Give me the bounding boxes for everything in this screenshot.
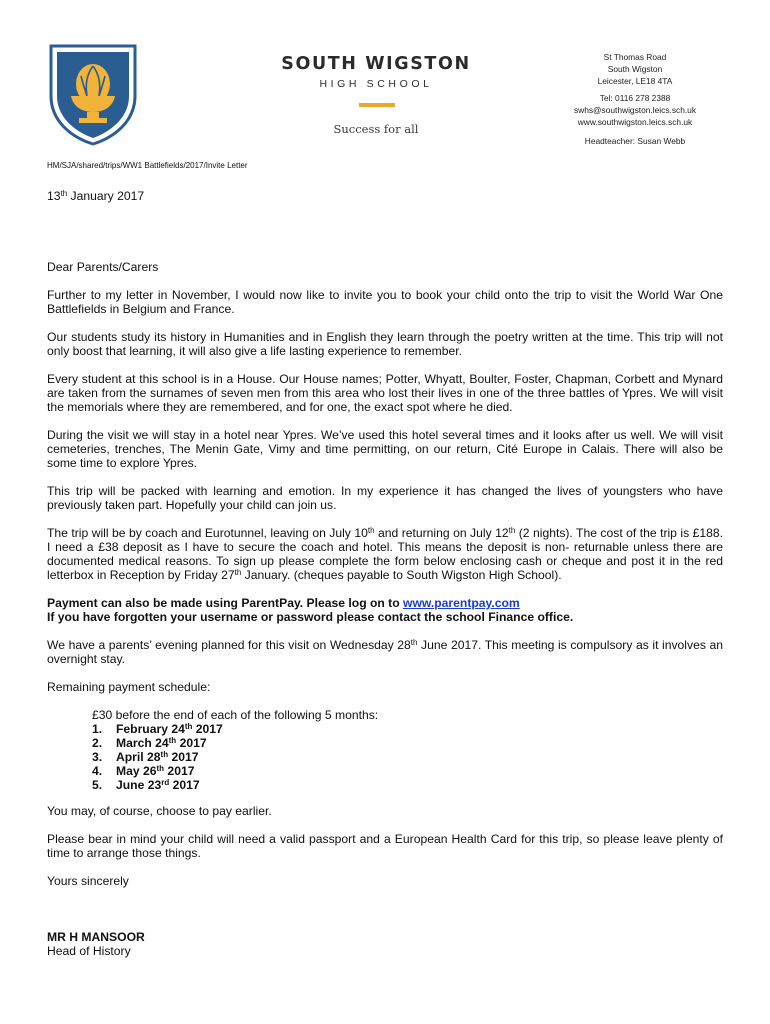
school-name: SOUTH WIGSTON: [281, 54, 471, 74]
address-line-2: South Wigston: [607, 63, 663, 74]
payment-line: Payment can also be made using ParentPay. Please log on to www.parentpay.com: [47, 596, 520, 610]
payment-info: [47, 596, 723, 624]
paragraph-passport: Please bear in mind your child will need a valid passport and a European Health Card for this trip, so please leave plenty of time to arrange those things.: [47, 832, 723, 860]
paragraph-visit: During the visit we will stay in a hotel near Ypres. We’ve used this hotel several times and it looks after us well. We will visit cemeteries, trenches, The Menin Gate, Vimy and time permitting, on our return, Cité Europe in Calais. There will also be some time to explore Ypres.: [47, 428, 723, 470]
paragraph-emotion: This trip will be packed with learning and emotion. In my experience it has changed the lives of youngsters who have previously taken part. Hopefully your child can join us.: [47, 484, 723, 512]
letter-date: 13th January 2017: [47, 189, 145, 203]
gold-divider: [359, 103, 395, 107]
address-line-1: St Thomas Road: [603, 52, 667, 62]
school-subtitle: HIGH SCHOOL: [319, 78, 433, 90]
salutation: Dear Parents/Carers: [47, 260, 159, 274]
payment-schedule: [92, 708, 378, 792]
schedule-item: 5. June 23rd 2017: [92, 778, 200, 792]
paragraph-study: Our students study its history in Humanities and in English they learn through the poetry written at the time. This trip will not only boost that learning, it will also give a life lasting experience to remember.: [47, 330, 723, 358]
schedule-item: 3. April 28th 2017: [92, 750, 199, 764]
signatory-title: Head of History: [47, 944, 131, 958]
paragraph-invite: Further to my letter in November, I would now like to invite you to book your child onto the trip to visit the World War One Battlefields in Belgium and France.: [47, 288, 723, 316]
signatory-name: MR H MANSOOR: [47, 930, 145, 944]
paragraph-houses: Every student at this school is in a House. Our House names; Potter, Whyatt, Boulter, Foster, Chapman, Corbett and Mynard are taken from the surnames of seven men from this area who lost their lives in one of the three battles of Ypres. We will visit the memorials where they are remembered, and for one, the exact spot where he died.: [47, 372, 723, 414]
telephone: Tel: 0116 278 2388: [599, 93, 671, 104]
closing: Yours sincerely: [47, 874, 129, 888]
school-crest-icon: [47, 44, 139, 146]
contact-block: [560, 52, 710, 148]
paragraph-parents-evening: We have a parents’ evening planned for this visit on Wednesday 28th June 2017. This meeting is compulsory as it involves an overnight stay.: [47, 638, 723, 666]
website: www.southwigston.leics.sch.uk: [577, 116, 693, 127]
schedule-item: 4. May 26th 2017: [92, 764, 195, 778]
school-motto: Success for all: [333, 122, 419, 136]
headteacher: Headteacher: Susan Webb: [584, 135, 686, 146]
paragraph-trip-details: The trip will be by coach and Eurotunnel, leaving on July 10th and returning on July 12th (2 nights). The cost of the trip is £188. I need a £38 deposit as I have to secure the coach and hotel. This means the deposit is non- returnable unless there are documented medical reasons. To sign up please complete the form below enclosing cash or cheque and post it in the red letterbox in Reception by Friday 27th January. (cheques payable to South Wigston High School).: [47, 526, 724, 582]
schedule-intro: £30 before the end of each of the following 5 months:: [92, 708, 379, 722]
address-line-3: Leicester, LE18 4TA: [597, 75, 673, 86]
schedule-heading: Remaining payment schedule:: [47, 680, 211, 694]
reference-line: HM/SJA/shared/trips/WW1 Battlefields/2017/Invite Letter: [47, 161, 248, 170]
schedule-item: 2. March 24th 2017: [92, 736, 207, 750]
email-address: swhs@southwigston.leics.sch.uk: [573, 105, 697, 116]
parentpay-link[interactable]: www.parentpay.com: [403, 596, 520, 610]
paragraph-pay-earlier: You may, of course, choose to pay earlier.: [47, 804, 272, 818]
forgotten-password-line: If you have forgotten your username or password please contact the school Finance office.: [47, 610, 574, 624]
schedule-item: 1. February 24th 2017: [92, 722, 223, 736]
